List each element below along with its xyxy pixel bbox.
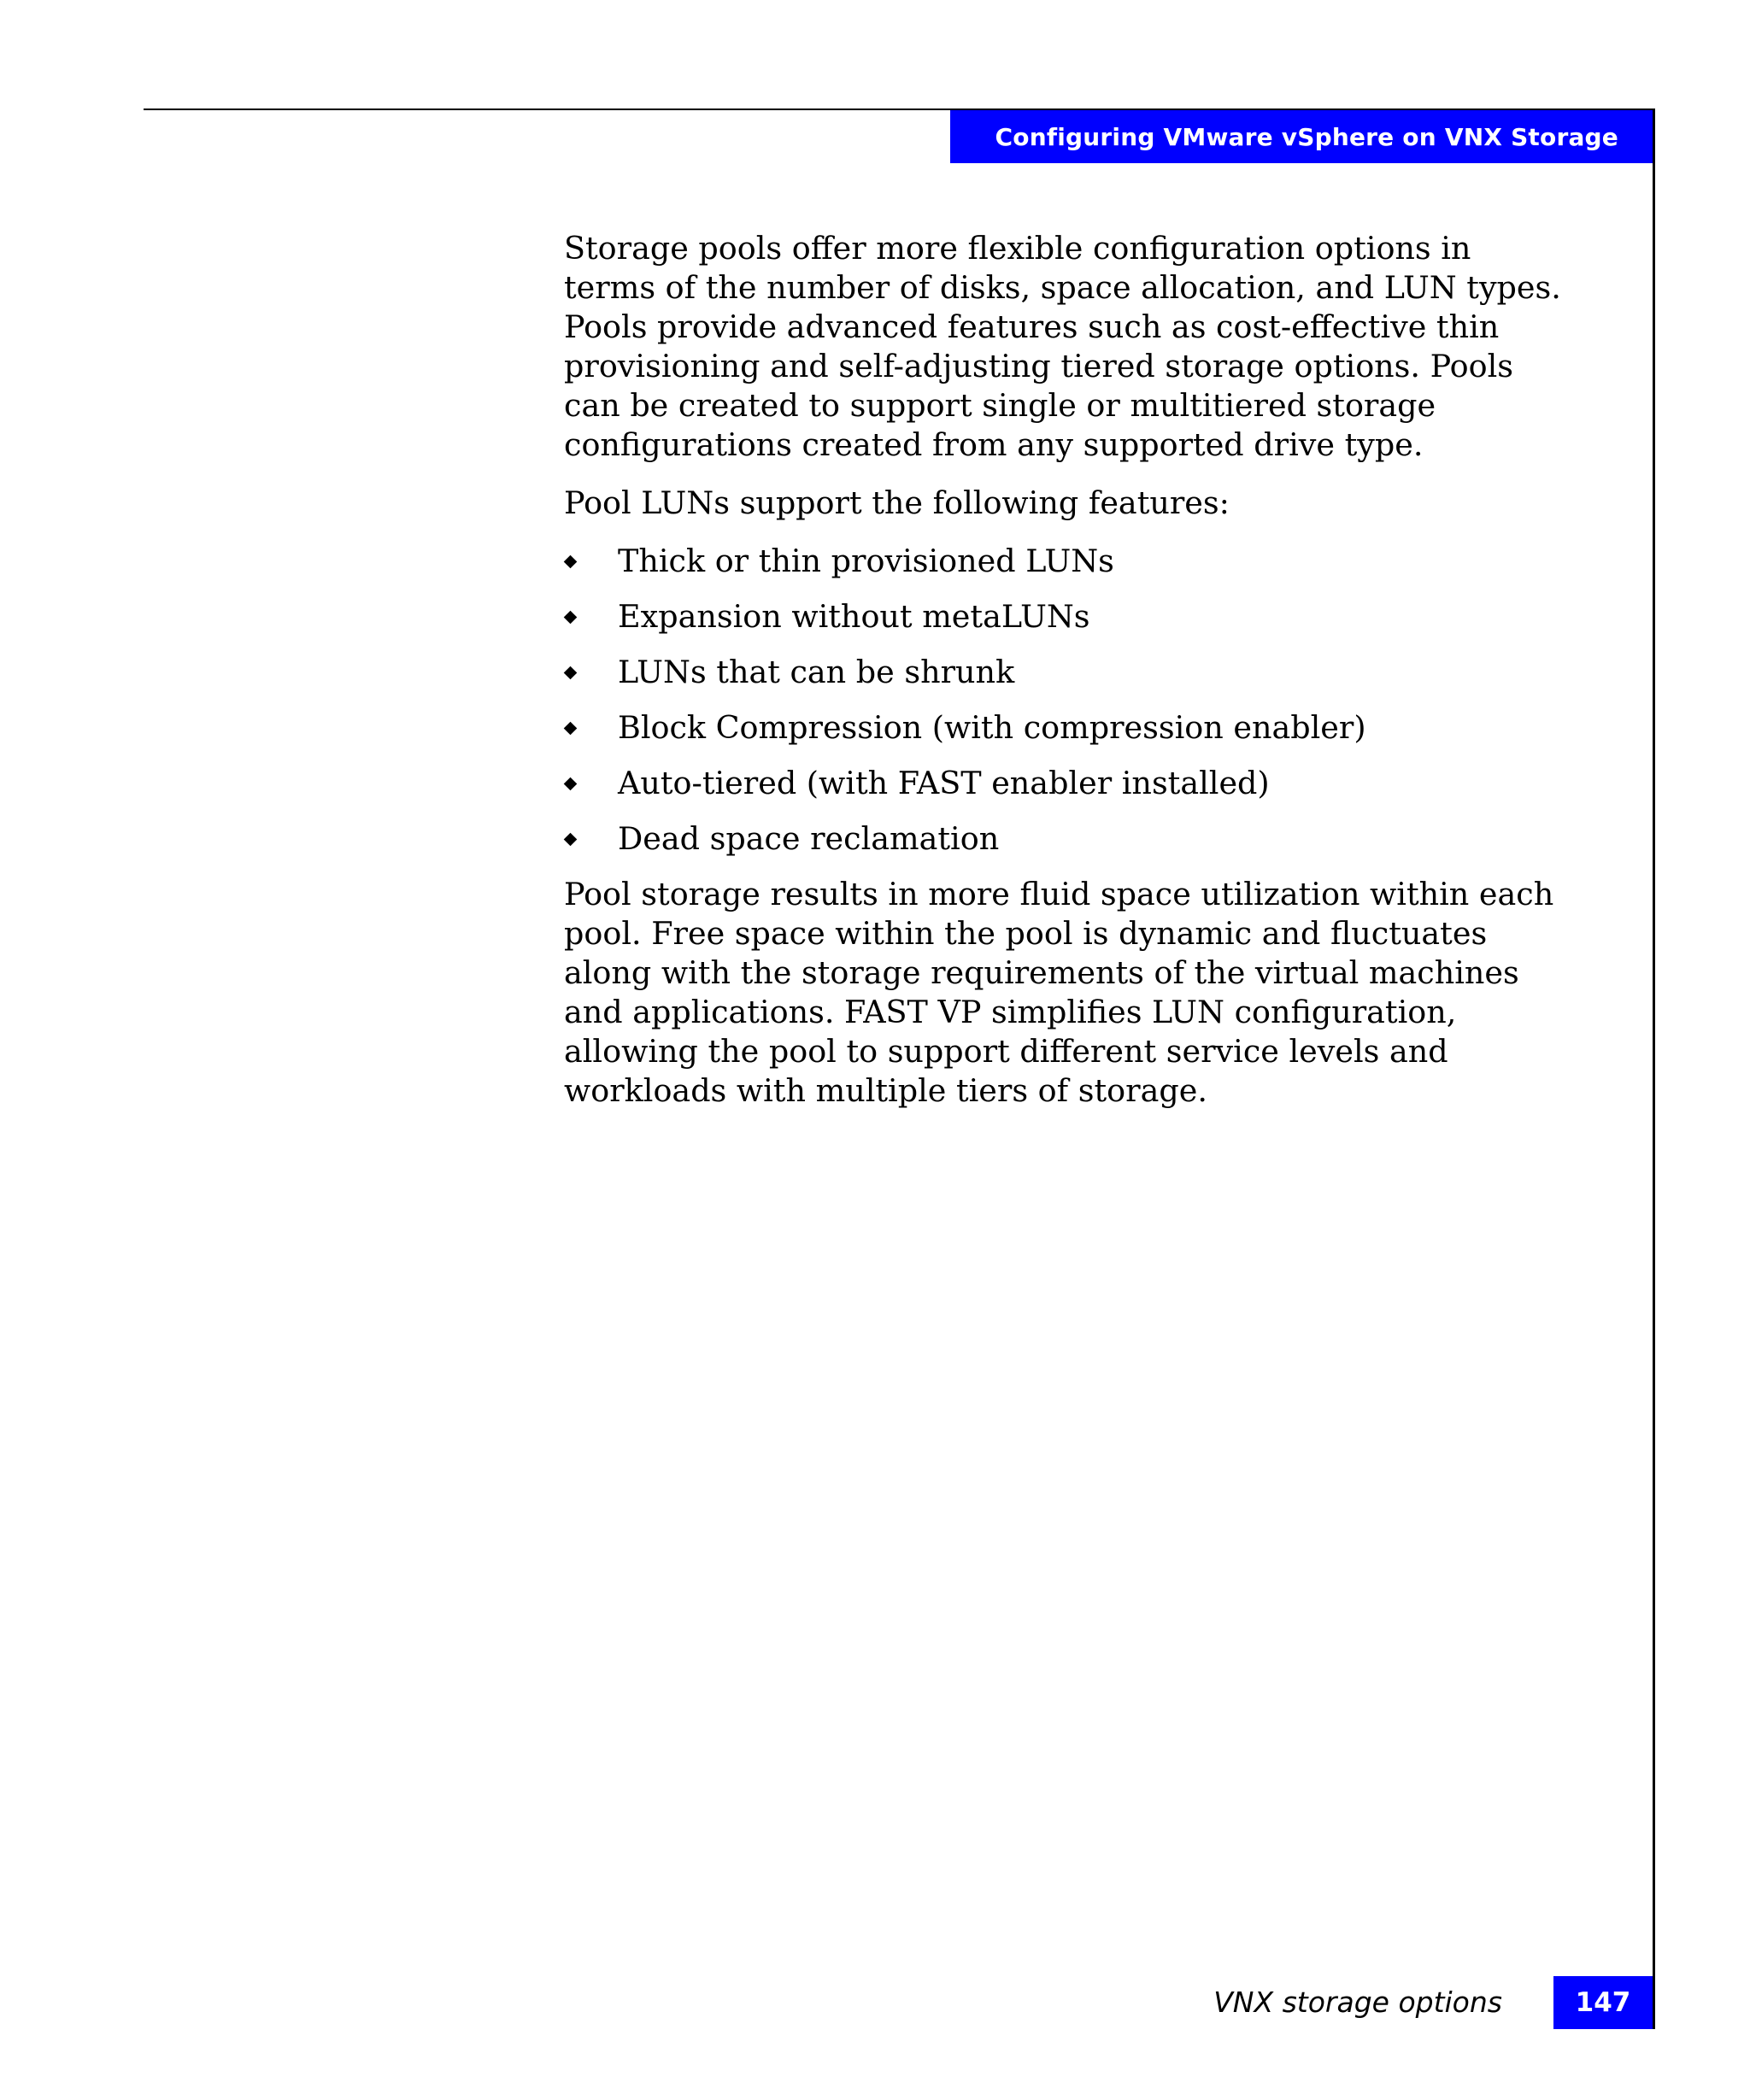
list-item — [564, 597, 1572, 636]
intro-paragraph: Storage pools offer more flexible configuration options in terms of the number of disks, space allocation, and LUN types. Pools provide advanced features such as cost-effective thin provisioning and self-adjusting tiered storage options. Pools can be created to support single or multitiered storage configurations created from any supported drive type. — [564, 230, 1561, 463]
footer-section-title: VNX storage options — [1213, 1986, 1502, 2019]
closing-paragraph: Pool storage results in more fluid space utilization within each pool. Free space within the pool is dynamic and fluctuates along with the storage requirements of the virtual machines and applications. FAST VP simplifies LUN configuration, allowing the pool to support different service levels and workloads with multiple tiers of storage. — [564, 876, 1554, 1109]
list-item-text: Dead space reclamation — [618, 820, 1000, 857]
list-item — [564, 542, 1572, 581]
running-header — [950, 110, 1653, 163]
page-number — [1553, 1976, 1653, 2029]
diamond-bullet-icon — [564, 722, 578, 736]
running-header-title: Configuring VMware vSphere on VNX Storage — [995, 122, 1618, 151]
page-body — [564, 229, 1572, 1129]
list-item — [564, 653, 1572, 692]
diamond-bullet-icon — [564, 611, 578, 625]
page-number-text: 147 — [1575, 1987, 1631, 2018]
list-item — [564, 764, 1572, 803]
features-lead: Pool LUNs support the following features: — [564, 484, 1230, 521]
list-item-text: Expansion without metaLUNs — [618, 598, 1090, 635]
diamond-bullet-icon — [564, 833, 578, 847]
list-item-text: Auto-tiered (with FAST enabler installed) — [618, 765, 1270, 801]
list-item-text: LUNs that can be shrunk — [618, 654, 1015, 690]
diamond-bullet-icon — [564, 555, 578, 569]
list-item — [564, 708, 1572, 748]
feature-list — [564, 542, 1572, 859]
diamond-bullet-icon — [564, 777, 578, 791]
list-item-text: Block Compression (with compression enabler) — [618, 709, 1366, 746]
margin-rule — [1653, 109, 1655, 2029]
diamond-bullet-icon — [564, 666, 578, 680]
list-item — [564, 819, 1572, 859]
list-item-text: Thick or thin provisioned LUNs — [618, 543, 1114, 579]
